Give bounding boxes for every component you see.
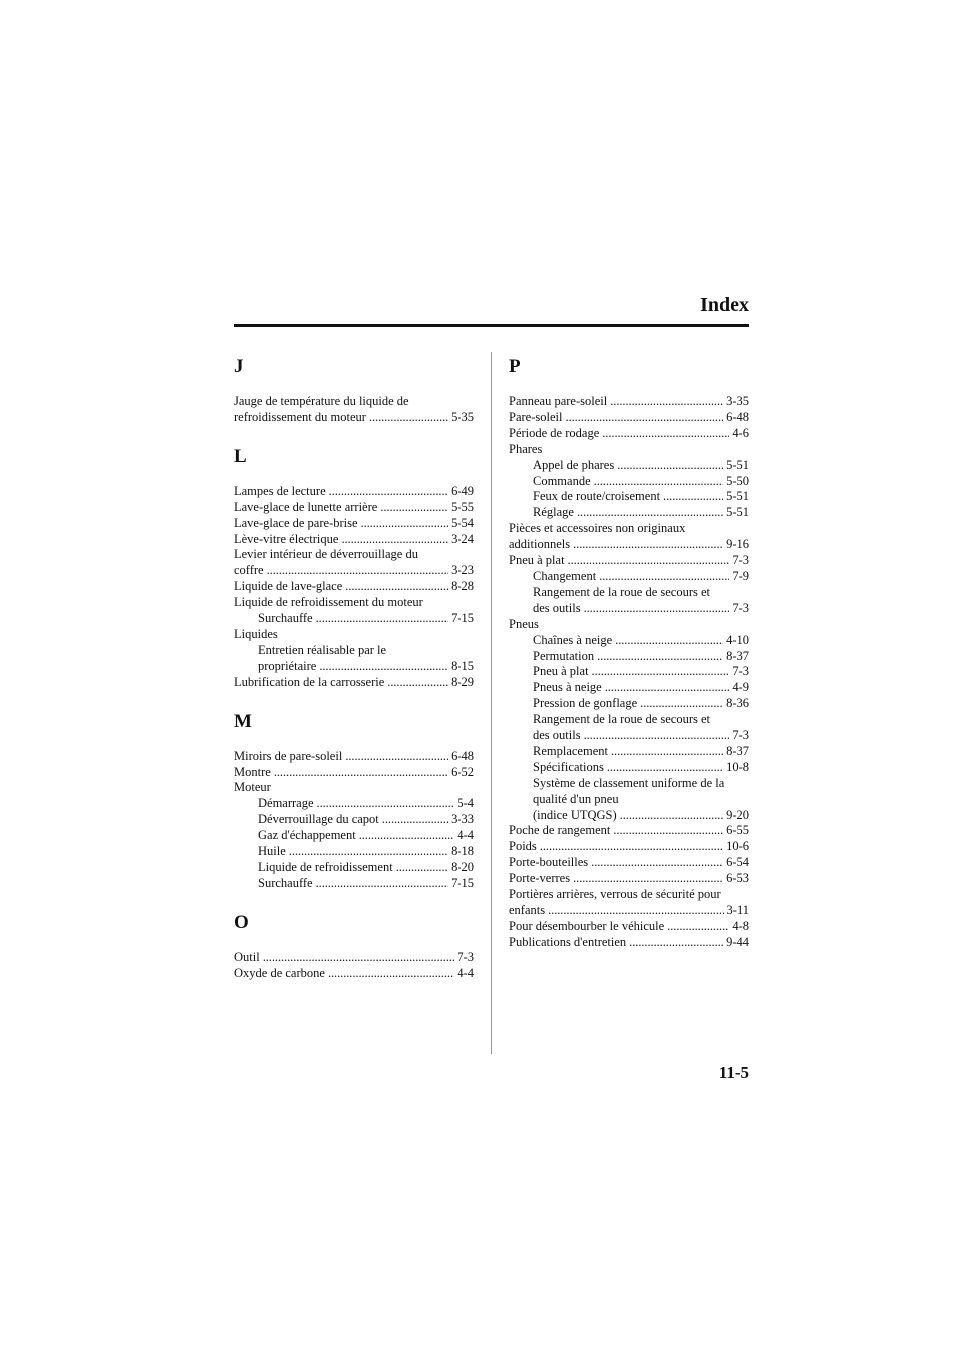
entry-page: 10-6 [726, 839, 749, 854]
section-letter: J [234, 356, 244, 377]
entry-name: Démarrage [258, 796, 314, 811]
index-entry [509, 680, 749, 696]
entry-page: 6-52 [451, 764, 474, 779]
entry-name: Lampes de lecture [234, 483, 326, 498]
dot-leader [316, 611, 448, 627]
entry-page: 8-37 [726, 743, 749, 758]
index-entry [509, 760, 749, 776]
dot-leader [396, 860, 448, 876]
dot-leader [610, 394, 723, 410]
index-entry [234, 796, 474, 812]
index-heading-line: Phares [509, 441, 543, 456]
index-entry [509, 728, 749, 744]
entry-page: 6-54 [726, 855, 749, 870]
entry-name: des outils [533, 600, 581, 615]
dot-leader [602, 426, 729, 442]
index-entry [509, 919, 749, 935]
index-entry [234, 563, 474, 579]
entry-page: 7-3 [732, 600, 749, 615]
page-number: 11-5 [718, 1063, 749, 1082]
index-heading-line: Pièces et accessoires non originaux [509, 521, 686, 536]
index-entry [509, 903, 749, 919]
entry-name: Pare-soleil [509, 409, 563, 424]
dot-leader [615, 633, 723, 649]
index-heading-line: qualité d'un pneu [533, 791, 619, 806]
entry-page: 9-44 [726, 934, 749, 949]
entry-name: Panneau pare-soleil [509, 394, 608, 408]
dot-leader [640, 696, 723, 712]
dot-leader [361, 516, 449, 532]
entry-name: Lave-glace de lunette arrière [234, 499, 378, 514]
entry-page: 8-28 [451, 579, 474, 594]
index-entry [234, 950, 474, 966]
entry-name: Outil [234, 949, 260, 964]
entry-name: Appel de phares [533, 457, 615, 472]
index-heading-line: Entretien réalisable par le [258, 642, 387, 657]
entry-name: enfants [509, 903, 546, 917]
index-entry [234, 828, 474, 844]
index-entry [509, 664, 749, 680]
dot-leader [573, 537, 723, 553]
entry-name: Pour désembourber le véhicule [509, 918, 665, 933]
entry-page: 7-15 [451, 611, 474, 626]
entry-name: Lubrification de la carrosserie [234, 674, 385, 689]
entry-name: Spécifications [533, 759, 604, 774]
index-entry [234, 500, 474, 516]
entry-name: Changement [533, 568, 597, 583]
entry-page: 7-9 [732, 568, 749, 583]
entry-name: Pneus à neige [533, 680, 602, 695]
dot-leader [382, 812, 448, 828]
index-entry [509, 426, 749, 442]
dot-leader [345, 749, 448, 765]
entry-name: Porte-bouteilles [509, 855, 589, 870]
entry-page: 5-35 [451, 409, 474, 424]
index-heading-line: Rangement de la roue de secours et [533, 712, 711, 727]
entry-page: 3-35 [726, 394, 749, 408]
index-heading-line: Levier intérieur de déverrouillage du [234, 547, 418, 562]
index-heading-line: Système de classement uniforme de la [533, 775, 725, 790]
index-entry [234, 812, 474, 828]
dot-leader [667, 919, 729, 935]
entry-name: Réglage [533, 505, 574, 520]
entry-name: Oxyde de carbone [234, 965, 325, 980]
index-entry [234, 844, 474, 860]
index-entry [509, 696, 749, 712]
index-entry [234, 484, 474, 500]
index-section [234, 912, 474, 982]
section-letter: L [234, 445, 247, 467]
dot-leader [380, 500, 448, 516]
dot-leader [565, 410, 723, 426]
entry-page: 9-16 [726, 537, 749, 552]
index-entry [234, 860, 474, 876]
index-section [509, 356, 749, 951]
entry-name: Poids [509, 839, 537, 854]
dot-leader [548, 903, 723, 919]
dot-leader [592, 664, 730, 680]
entry-name: (indice UTQGS) [533, 807, 617, 822]
entry-name: Pneu à plat [509, 553, 565, 568]
entry-name: Miroirs de pare-soleil [234, 748, 343, 763]
entry-name: Permutation [533, 648, 595, 663]
entry-page: 4-9 [732, 680, 749, 695]
entry-page: 4-8 [732, 918, 749, 933]
entry-page: 5-4 [457, 796, 474, 811]
entry-name: Surchauffe [258, 875, 313, 890]
dot-leader [597, 649, 723, 665]
dot-leader [317, 796, 455, 812]
index-entry [509, 633, 749, 649]
entry-page: 5-51 [726, 489, 749, 504]
index-heading-line: Liquides [234, 626, 278, 641]
index-entry [509, 410, 749, 426]
dot-leader [316, 876, 448, 892]
header-rule [234, 324, 749, 327]
entry-page: 6-49 [451, 483, 474, 498]
entry-page: 6-53 [726, 871, 749, 886]
entry-page: 4-6 [732, 425, 749, 440]
entry-page: 7-3 [457, 949, 474, 964]
index-heading-line: Jauge de température du liquide de [234, 394, 409, 408]
entry-page: 8-15 [451, 658, 474, 673]
dot-leader [584, 601, 730, 617]
index-heading-line: Rangement de la roue de secours et [533, 584, 711, 599]
dot-leader [620, 808, 723, 824]
entry-name: Période de rodage [509, 425, 600, 440]
entry-page: 9-20 [726, 807, 749, 822]
dot-leader [289, 844, 448, 860]
entry-page: 6-55 [726, 823, 749, 838]
index-entry [509, 537, 749, 553]
dot-leader [613, 823, 723, 839]
entry-page: 7-3 [732, 664, 749, 679]
dot-leader [577, 505, 723, 521]
index-entry [234, 749, 474, 765]
entry-name: Chaînes à neige [533, 632, 613, 647]
index-entry [234, 579, 474, 595]
index-heading-line: Liquide de refroidissement du moteur [234, 595, 423, 610]
entry-page: 3-24 [451, 531, 474, 546]
entry-name: refroidissement du moteur [234, 409, 366, 424]
index-entry [509, 649, 749, 665]
dot-leader [607, 760, 723, 776]
dot-leader [345, 579, 448, 595]
entry-page: 10-8 [726, 759, 749, 774]
entry-page: 8-20 [451, 859, 474, 874]
entry-page: 5-51 [726, 457, 749, 472]
dot-leader [591, 855, 723, 871]
entry-page: 6-48 [726, 409, 749, 424]
entry-page: 7-3 [732, 553, 749, 568]
entry-page: 5-50 [726, 473, 749, 488]
entry-page: 5-51 [726, 505, 749, 520]
index-entry [509, 474, 749, 490]
entry-name: Montre [234, 764, 271, 779]
dot-leader [267, 563, 448, 579]
section-letter: P [509, 356, 521, 377]
entry-name: Surchauffe [258, 611, 313, 626]
dot-leader [263, 950, 455, 966]
dot-leader [594, 474, 723, 490]
entry-page: 4-10 [726, 632, 749, 647]
entry-page: 4-4 [457, 965, 474, 980]
index-column-left [234, 356, 474, 982]
index-entry [509, 935, 749, 951]
entry-name: Lève-vitre électrique [234, 531, 339, 546]
index-entry [234, 516, 474, 532]
dot-leader [573, 871, 723, 887]
entry-page: 7-3 [732, 728, 749, 743]
index-entry [509, 489, 749, 505]
entry-name: des outils [533, 728, 581, 743]
dot-leader [319, 659, 448, 675]
dot-leader [605, 680, 730, 696]
entry-page: 3-33 [451, 812, 474, 827]
index-heading-line: Pneus [509, 616, 539, 631]
index-entry [234, 410, 474, 426]
dot-leader [387, 675, 448, 691]
entry-page: 3-11 [726, 903, 749, 917]
entry-page: 6-48 [451, 748, 474, 763]
entry-name: Liquide de refroidissement [258, 859, 393, 874]
index-entry [509, 569, 749, 585]
index-entry [509, 744, 749, 760]
index-entry [234, 765, 474, 781]
index-entry [509, 823, 749, 839]
entry-name: Lave-glace de pare-brise [234, 515, 358, 530]
entry-name: Poche de rangement [509, 823, 611, 838]
entry-page: 8-37 [726, 648, 749, 663]
dot-leader [341, 532, 448, 548]
index-section [234, 446, 474, 691]
index-entry [509, 394, 749, 410]
entry-page: 5-55 [451, 499, 474, 514]
dot-leader [540, 839, 723, 855]
entry-page: 5-54 [451, 515, 474, 530]
entry-name: coffre [234, 563, 264, 578]
entry-page: 3-23 [451, 563, 474, 578]
dot-leader [359, 828, 455, 844]
page-title: Index [700, 294, 749, 316]
entry-name: Feux de route/croisement [533, 489, 661, 504]
dot-leader [611, 744, 723, 760]
index-entry [509, 505, 749, 521]
dot-leader [329, 484, 448, 500]
index-heading-line: Portières arrières, verrous de sécurité pour [509, 887, 721, 902]
index-entry [509, 839, 749, 855]
entry-name: propriétaire [258, 658, 317, 673]
index-entry [509, 601, 749, 617]
dot-leader [629, 935, 723, 951]
entry-name: Pression de gonflage [533, 696, 638, 711]
index-entry [234, 611, 474, 627]
index-entry [234, 675, 474, 691]
entry-page: 8-18 [451, 844, 474, 859]
entry-page: 4-4 [457, 828, 474, 843]
index-entry [509, 458, 749, 474]
entry-name: Publications d'entretien [509, 934, 627, 949]
index-section [234, 356, 474, 426]
entry-name: Liquide de lave-glace [234, 579, 343, 594]
index-column-right [509, 356, 749, 951]
index-section [234, 711, 474, 892]
entry-name: Remplacement [533, 743, 608, 758]
dot-leader [274, 765, 448, 781]
entry-page: 8-36 [726, 696, 749, 711]
dot-leader [328, 966, 454, 982]
index-entry [509, 808, 749, 824]
entry-name: Commande [533, 473, 591, 488]
dot-leader [617, 458, 723, 474]
index-entry [234, 876, 474, 892]
entry-page: 8-29 [451, 674, 474, 689]
index-entry [234, 966, 474, 982]
entry-name: Pneu à plat [533, 664, 589, 679]
entry-name: Gaz d'échappement [258, 828, 356, 843]
entry-name: Déverrouillage du capot [258, 812, 379, 827]
index-heading-line: Moteur [234, 780, 271, 795]
index-entry [509, 855, 749, 871]
dot-leader [663, 489, 723, 505]
section-letter: O [234, 911, 249, 933]
dot-leader [568, 553, 730, 569]
dot-leader [369, 410, 448, 426]
index-entry [234, 532, 474, 548]
entry-name: Huile [258, 844, 286, 859]
dot-leader [599, 569, 729, 585]
entry-page: 7-15 [451, 875, 474, 890]
index-entry [509, 871, 749, 887]
dot-leader [584, 728, 730, 744]
entry-name: additionnels [509, 537, 571, 552]
index-entry [234, 659, 474, 675]
entry-name: Porte-verres [509, 871, 571, 886]
column-divider [491, 352, 492, 1054]
index-entry [509, 553, 749, 569]
section-letter: M [234, 710, 252, 732]
